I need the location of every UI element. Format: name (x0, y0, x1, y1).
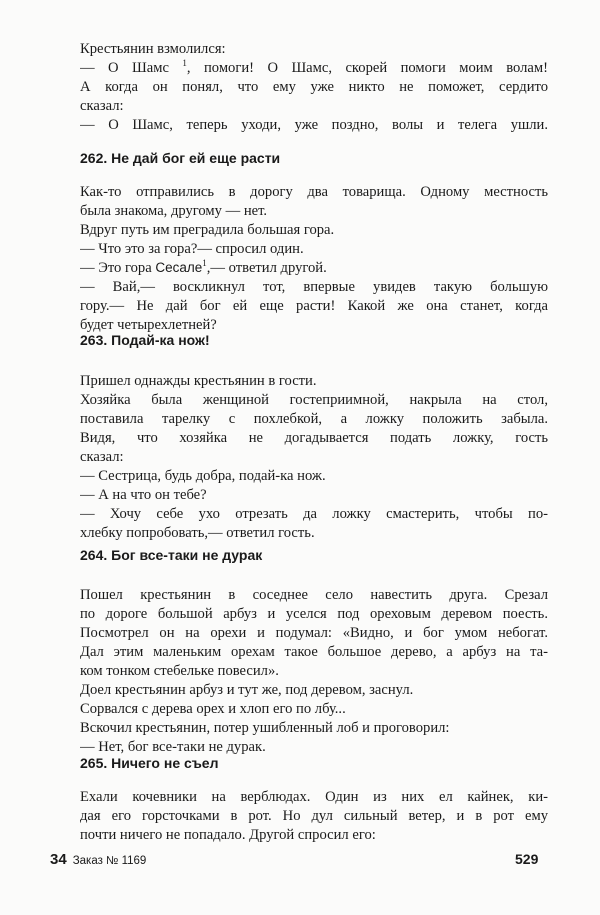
printer-signature (50, 852, 146, 869)
text-line (80, 259, 548, 277)
text-line: — Сестрица, будь добра, подай-ка нож. (80, 468, 326, 484)
text-line: Хозяйка была женщиной гостеприимной, накрыла на стол, (80, 392, 548, 408)
place-name: Сесале (155, 260, 203, 275)
text-line: гору.— Не дай бог ей еще расти! Какой же она станет, когда (80, 298, 548, 314)
text-line: — Что это за гора?— спросил один. (80, 241, 304, 257)
text-line: Пришел однажды крестьянин в гости. (80, 373, 317, 389)
text-line: хлебку попробовать,— ответил гость. (80, 525, 315, 541)
footnote-marker: 1 (202, 259, 207, 268)
text-line: Пошел крестьянин в соседнее село навестить друга. Срезал (80, 587, 548, 603)
text-line: Вскочил крестьянин, потер ушибленный лоб и проговорил: (80, 720, 450, 736)
text-line: А когда он понял, что ему уже никто не поможет, сердито (80, 79, 548, 95)
text-line: — А на что он тебе? (80, 487, 207, 503)
text-line: сказал: (80, 449, 124, 465)
footnote-marker: 1 (182, 59, 187, 68)
text-line: будет четырехлетней? (80, 317, 217, 333)
section-title-264: 264. Бог все-таки не дурак (80, 547, 263, 563)
text-line: Дал этим маленьким орехам такое большое дерево, а арбуз на та- (80, 644, 548, 660)
text-line: по дороге большой арбуз и уселся под ореховым деревом поесть. (80, 606, 548, 622)
text-line: сказал: (80, 98, 124, 114)
text-line: Сорвался с дерева орех и хлоп его по лбу... (80, 701, 346, 717)
text-fragment: — О Шамс (80, 60, 183, 76)
section-title-263: 263. Подай-ка нож! (80, 332, 210, 348)
section-title-265: 265. Ничего не съел (80, 755, 219, 771)
text-line: — Вай,— воскликнул тот, впервые увидев такую большую (80, 279, 548, 295)
text-line: Как-то отправились в дорогу два товарища. Одному местность (80, 184, 548, 200)
text-fragment: — Это гора (80, 260, 156, 276)
text-line: Видя, что хозяйка не догадывается подать ложку, гость (80, 430, 548, 446)
text-line: Крестьянин взмолился: (80, 41, 226, 57)
text-line: Посмотрел он на орехи и подумал: «Видно, и бог умом небогат. (80, 625, 548, 641)
text-line: — О Шамс, теперь уходи, уже поздно, волы и телега ушли. (80, 117, 548, 133)
text-fragment: ,— ответил другой. (206, 260, 327, 276)
order-number: Заказ № 1169 (72, 855, 147, 867)
text-line: Доел крестьянин арбуз и тут же, под деревом, заснул. (80, 682, 414, 698)
text-line (80, 59, 548, 77)
page-number: 529 (515, 851, 539, 867)
text-line: почти ничего не попадало. Другой спросил его: (80, 827, 376, 843)
text-line: — Хочу себе ухо отрезать да ложку смастерить, чтобы по- (80, 506, 548, 522)
section-title-262: 262. Не дай бог ей еще расти (80, 150, 281, 166)
signature-number: 34 (50, 851, 67, 868)
text-fragment: , помоги! О Шамс, скорей помоги моим волам! (186, 60, 548, 76)
text-line: Ехали кочевники на верблюдах. Один из них ел кайнек, ки- (80, 789, 548, 805)
text-line: была знакома, другому — нет. (80, 203, 268, 219)
text-line: дая его горсточками в рот. Но дул сильный ветер, и в рот ему (80, 808, 548, 824)
text-line: Вдруг путь им преградила большая гора. (80, 222, 335, 238)
text-line: — Нет, бог все-таки не дурак. (80, 739, 266, 755)
text-line: ком тонком стебельке повесил». (80, 663, 279, 679)
text-line: поставила тарелку с похлебкой, а ложку положить забыла. (80, 411, 548, 427)
